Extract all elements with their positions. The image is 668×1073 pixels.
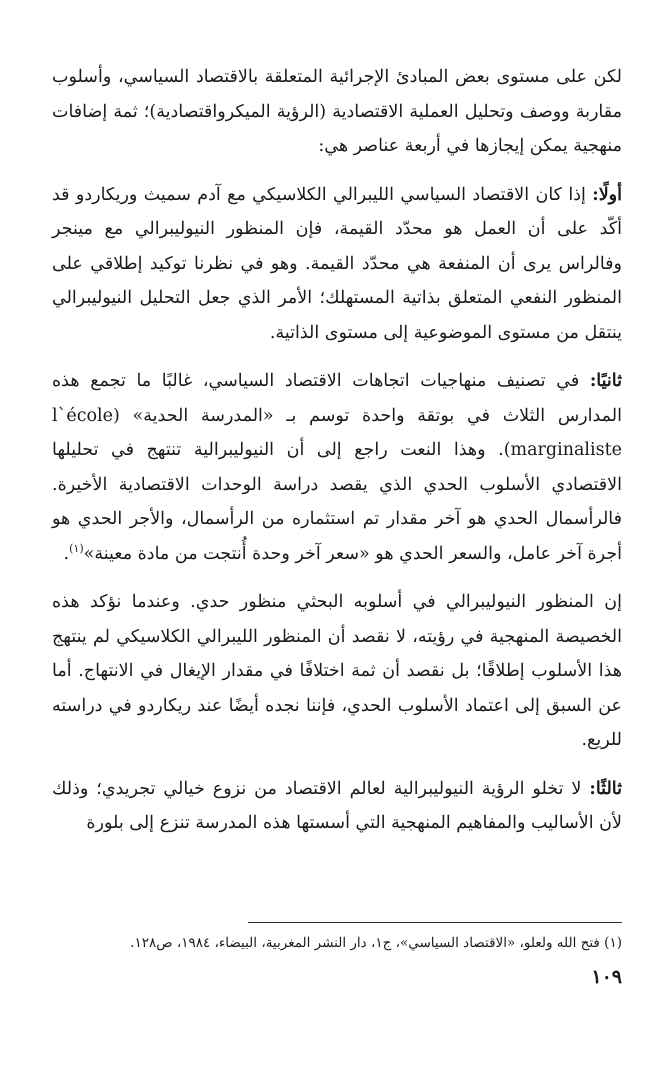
footnote-divider	[248, 922, 622, 923]
paragraph-text: إذا كان الاقتصاد السياسي الليبرالي الكلاسيكي مع آدم سميث وريكاردو قد أكّد على أن العمل هو محدّد القيمة، فإن المنظور النيوليبرالي مع مينجر وفالراس يرى أن المنفعة هي محدّد القيمة. وهو في نظرنا توكيد إطلاقي على المنظور النفعي المتعلق بذاتية المستهلك؛ الأمر الذي جعل التحليل النيوليبرالي ينتقل من مستوى الموضوعية إلى مستوى الذاتية.	[52, 184, 622, 343]
paragraph-text: في تصنيف منهاجيات اتجاهات الاقتصاد السياسي، غالبًا ما تجمع هذه المدارس الثلاث في بوتقة واحدة توسم بـ «المدرسة الحدية» (l`école marginaliste). وهذا النعت راجع إلى أن النيوليبرالية تنتهج في تحليلها الاقتصادي الأسلوب الحدي الذي يقصد دراسة الوحدات الاقتصادية الأخيرة. فالرأسمال الحدي هو آخر مقدار تم استثماره من الرأسمال، والأجر الحدي هو أجرة آخر عامل، والسعر الحدي هو «سعر آخر وحدة أُنتجت من مادة معينة»	[52, 371, 622, 564]
page-number: ١٠٩	[591, 966, 622, 988]
paragraph-first-point	[52, 178, 622, 351]
paragraph-tail: .	[63, 543, 70, 564]
paragraph-second-point	[52, 364, 622, 571]
paragraph-lead: أولًا:	[592, 184, 622, 205]
paragraph-text: إن المنظور النيوليبرالي في أسلوبه البحثي منظور حدي. وعندما نؤكد هذه الخصيصة المنهجية في رؤيته، لا نقصد أن المنظور الليبرالي الكلاسيكي لم ينتهج هذا الأسلوب إطلاقًا؛ بل نقصد أن ثمة اختلافًا في مقدار الإيغال في الانتهاج. أما عن السبق إلى اعتماد الأسلوب الحدي، فإننا نجده أيضًا عند ريكاردو في دراسته للريع.	[52, 592, 622, 750]
paragraph-lead: ثانيًا:	[589, 371, 622, 391]
paragraph-text: لكن على مستوى بعض المبادئ الإجرائية المتعلقة بالاقتصاد السياسي، وأسلوب مقاربة ووصف وتحليل العملية الاقتصادية (الرؤية الميكرواقتصادية)؛ ثمة إضافات منهجية يمكن إيجازها في أربعة عناصر هي:	[52, 67, 622, 156]
paragraph-text: لا تخلو الرؤية النيوليبرالية لعالم الاقتصاد من نزوع خيالي تجريدي؛ وذلك لأن الأساليب والمفاهيم المنهجية التي أسستها هذه المدرسة تنزع إلى بلورة	[52, 778, 622, 833]
paragraph-marginal-approach	[52, 585, 622, 758]
paragraph-intro	[52, 60, 622, 164]
page-body	[52, 60, 622, 855]
footnote: (١) فتح الله ولعلو، «الاقتصاد السياسي»، ج١، دار النشر المغربية، البيضاء، ١٩٨٤، ص١٢٨.	[130, 935, 622, 951]
paragraph-lead: ثالثًا:	[589, 778, 622, 799]
paragraph-third-point	[52, 772, 622, 841]
footnote-marker: (١)	[69, 541, 84, 555]
